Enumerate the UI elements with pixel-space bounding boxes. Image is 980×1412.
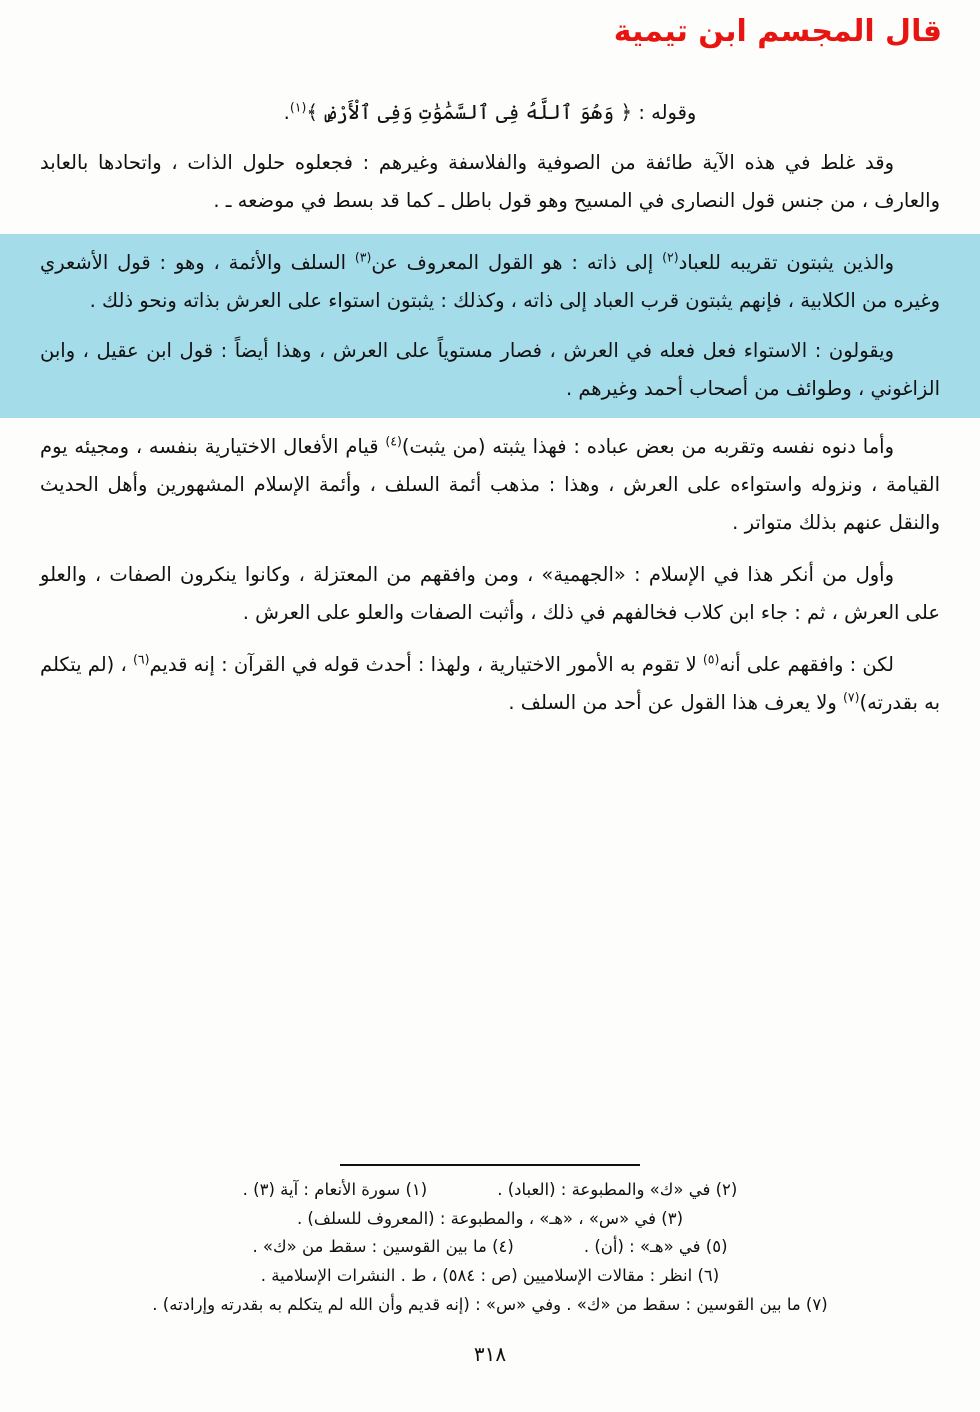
footnote-row-1: [40, 1176, 940, 1205]
footnote-marker-5: (٥): [702, 651, 720, 667]
footnote-row-4: [40, 1262, 940, 1291]
footnote-marker-6: (٦): [132, 651, 150, 667]
highlight-paragraph-2: ويقولون : الاستواء فعل فعله في العرش ، فصار مستوياً على العرش ، وهذا أيضاً : قول ابن عقيل ، وابن الزاغوني ، وطوائف من أصحاب أحمد وغيرهم .: [40, 339, 940, 401]
footnote-item-1: (١) سورة الأنعام : آية (٣) .: [242, 1179, 428, 1199]
highlight-p1-part-b: إلى ذاته : هو القول المعروف عن: [371, 251, 663, 275]
footnote-row-5: [40, 1291, 940, 1320]
footnote-separator-rule: [340, 1164, 640, 1166]
footnote-marker-3: (٣): [354, 249, 372, 265]
page-title-red-heading: قال المجسم ابن تيمية: [613, 14, 942, 49]
footnote-marker-4: (٤): [385, 433, 402, 449]
p5-part-a: لكن : وافقهم على أنه: [719, 653, 894, 677]
quran-verse-text: ﴿ وَهُوَ ٱللَّهُ فِى ٱلسَّمَٰوَٰتِ وَفِى ٱلْأَرْضِ ﴾: [306, 100, 633, 124]
document-body: [40, 100, 940, 736]
paragraph-3: [40, 428, 940, 542]
quran-verse-line: [40, 100, 940, 124]
footnote-marker-7: (٧): [842, 689, 860, 705]
highlight-p1-part-c: السلف والأئمة ، وهو : قول الأشعري وغيره من الكلابية ، فإنهم يثبتون قرب العباد إلى ذاته ، وكذلك : يثبتون استواء على العرش بذاته ونحو ذلك .: [40, 251, 940, 313]
footnotes-section: [40, 1164, 940, 1320]
footnote-item-7: (٧) ما بين القوسين : سقط من «ك» . وفي «س» : (إنه قديم وأن الله لم يتكلم به بقدرته وإرادته) .: [152, 1295, 828, 1315]
footnote-item-6: (٦) انظر : مقالات الإسلاميين (ص : ٥٨٤) ، ط . النشرات الإسلامية .: [260, 1266, 720, 1286]
highlight-paragraph-1: [40, 244, 940, 320]
paragraph-1: وقد غلط في هذه الآية طائفة من الصوفية والفلاسفة وغيرهم : فجعلوه حلول الذات ، واتحادها بالعابد والعارف ، من جنس قول النصارى في المسيح وهو قول باطل ـ كما قد بسط في موضعه ـ .: [40, 151, 940, 213]
footnote-marker-2: (٢): [662, 249, 679, 265]
paragraph-5: [40, 646, 940, 722]
p5-part-d: ولا يعرف هذا القول عن أحد من السلف .: [508, 691, 843, 715]
p3-part-a: وأما دنوه نفسه وتقربه من بعض عباده : فهذا يثبته (من يثبت): [401, 435, 894, 459]
highlighted-passage: [0, 234, 980, 418]
paragraph-4: وأول من أنكر هذا في الإسلام : «الجهمية» ، ومن وافقهم من المعتزلة ، وكانوا ينكرون الصفات ، والعلو على العرش ، ثم : جاء ابن كلاب فخالفهم في ذلك ، وأثبت الصفات والعلو على العرش .: [40, 563, 940, 625]
footnote-item-4: (٤) ما بين القوسين : سقط من «ك» .: [252, 1237, 514, 1257]
footnote-marker-1: (١): [289, 99, 307, 115]
footnote-item-3: (٣) في «س» ، «هـ» ، والمطبوعة : (المعروف للسلف) .: [296, 1208, 684, 1228]
footnote-row-3: [40, 1233, 940, 1262]
p5-part-c: ، (لم يتكلم به بقدرته): [40, 653, 940, 715]
p5-part-b: لا تقوم به الأمور الاختيارية ، ولهذا : أحدث قوله في القرآن : إنه قديم: [149, 653, 703, 677]
footnote-item-2: (٢) في «ك» والمطبوعة : (العباد) .: [497, 1179, 738, 1199]
verse-end-period: .: [283, 101, 290, 124]
quote-intro-label: وقوله :: [638, 101, 697, 124]
footnote-item-5: (٥) في «هـ» : (أن) .: [583, 1237, 728, 1257]
p3-part-b: قيام الأفعال الاختيارية بنفسه ، ومجيئه يوم القيامة ، ونزوله واستواءه على العرش ، وهذا : مذهب أئمة السلف ، وأئمة الإسلام المشهورين وأهل الحديث والنقل عنهم بذلك متواتر .: [40, 435, 940, 535]
footnote-row-2: [40, 1205, 940, 1234]
highlight-p1-part-a: والذين يثبتون تقريبه للعباد: [678, 251, 895, 275]
page-number: ٣١٨: [473, 1342, 507, 1366]
